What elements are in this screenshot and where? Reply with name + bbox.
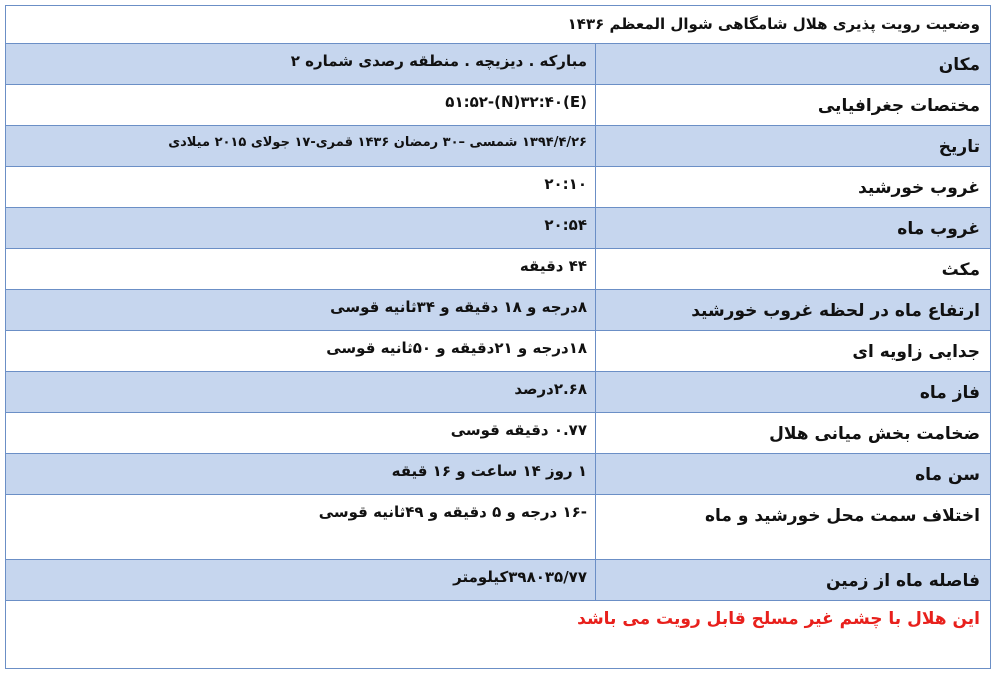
table-row-date xyxy=(6,126,990,167)
row-label: ضخامت بخش میانی هلال xyxy=(769,424,980,444)
row-label: مکان xyxy=(938,55,980,75)
row-value: ۱ روز ۱۴ ساعت و ۱۶ قیقه xyxy=(6,454,596,494)
row-label: سن ماه xyxy=(915,465,980,485)
row-label: جدایی زاویه ای xyxy=(852,342,980,362)
row-value: (E)۵۱:۵۲-(N)۳۲:۴۰ xyxy=(6,85,596,125)
row-label: فاصله ماه از زمین xyxy=(825,571,980,591)
table-row-crescent-width xyxy=(6,413,990,454)
row-value: ۲۰:۱۰ xyxy=(6,167,596,207)
table-row-moon-phase xyxy=(6,372,990,413)
row-value: مبارکه . دیزیچه . منطقه رصدی شماره ۲ xyxy=(6,44,596,84)
row-value: ۱۸درجه و ۲۱دقیقه و ۵۰ثانیه قوسی xyxy=(6,331,596,371)
table-row-azimuth-difference xyxy=(6,495,990,560)
table-row-coordinates xyxy=(6,85,990,126)
row-value: -۱۶ درجه و ۵ دقیقه و ۴۹ثانیه قوسی xyxy=(6,495,596,559)
row-value: ۸درجه و ۱۸ دقیقه و ۳۴ثانیه قوسی xyxy=(6,290,596,330)
row-label: مختصات جغرافیایی xyxy=(817,96,980,116)
table-title: وضعیت رویت پذیری هلال شامگاهی شوال المعظم ۱۴۳۶ xyxy=(6,6,990,44)
row-value: ۴۴ دقیقه xyxy=(6,249,596,289)
row-value: ۰.۷۷ دقیقه قوسی xyxy=(6,413,596,453)
row-value: ۳۹۸۰۳۵/۷۷کیلومتر xyxy=(6,560,596,600)
table-row-lag-time xyxy=(6,249,990,290)
table-row-moon-distance xyxy=(6,560,990,601)
row-label: غروب ماه xyxy=(897,219,980,239)
table-row-moon-altitude xyxy=(6,290,990,331)
crescent-visibility-table xyxy=(5,5,991,669)
visibility-notice: این هلال با چشم غیر مسلح قابل رویت می باشد xyxy=(577,609,980,629)
row-value: ۱۳۹۴/۴/۲۶ شمسی –۳۰ رمضان ۱۴۳۶ قمری-۱۷ جولای ۲۰۱۵ میلادی xyxy=(6,126,596,166)
row-value: ۲.۶۸درصد xyxy=(6,372,596,412)
row-label: مکث xyxy=(941,260,980,280)
row-label: تاریخ xyxy=(938,137,980,157)
table-row-location xyxy=(6,44,990,85)
table-row-moonset xyxy=(6,208,990,249)
row-label: فاز ماه xyxy=(919,383,980,403)
row-label: ارتفاع ماه در لحظه غروب خورشید xyxy=(691,301,980,321)
table-row-sunset xyxy=(6,167,990,208)
table-row-elongation xyxy=(6,331,990,372)
row-label: غروب خورشید xyxy=(858,178,980,198)
row-label: اختلاف سمت محل خورشید و ماه xyxy=(704,506,980,526)
row-value: ۲۰:۵۴ xyxy=(6,208,596,248)
table-row-moon-age xyxy=(6,454,990,495)
